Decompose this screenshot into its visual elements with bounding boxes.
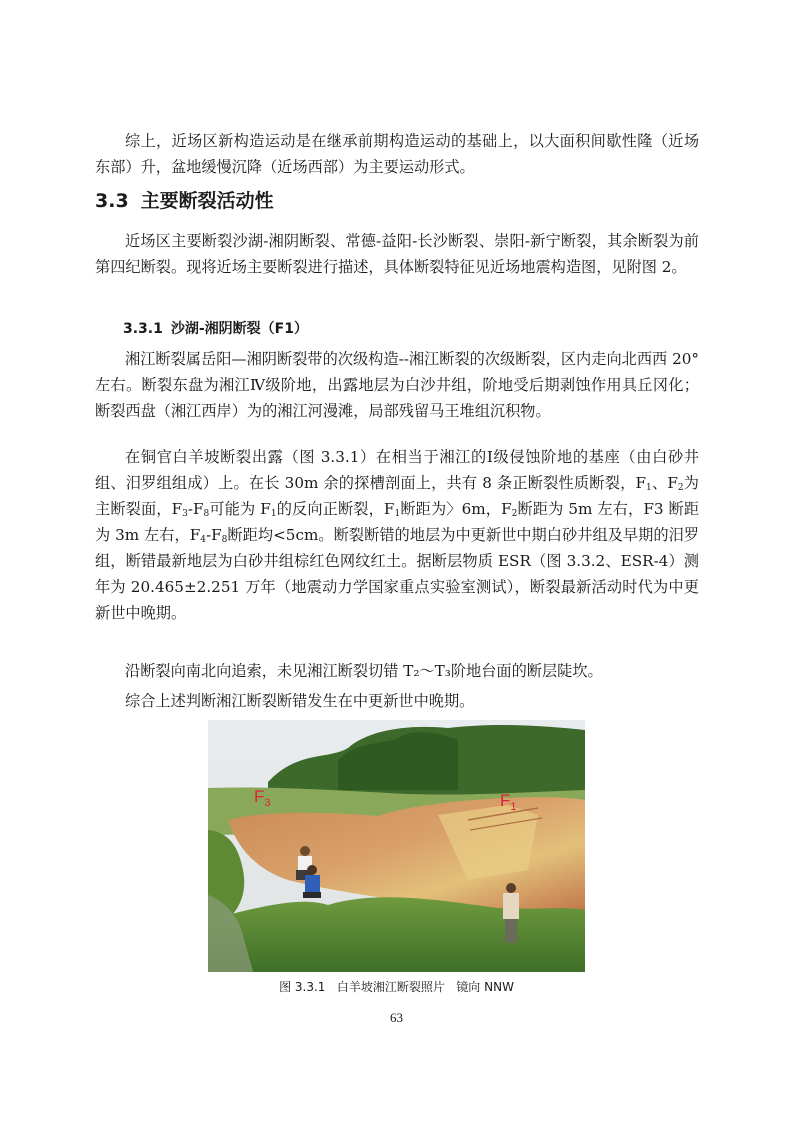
- text-run: 断距均<5cm。断裂断错的地层为中更新世中期白砂井组及早期的汨罗组，断错最新地层为白砂井组棕红色网纹红土。据断层物质 ESR（图 3.3.2、ESR-4）测年为 20.465±2.251 万年（地震动力学国家重点实验室测试），断裂最新活动时代为中更新世中晚期。: [95, 526, 699, 622]
- subsection-heading: [123, 318, 308, 338]
- paragraph-xiangjiang-fault-description: 湘江断裂属岳阳—湘阴断裂带的次级构造--湘江断裂的次级断裂，区内走向北西西 20° 左右。断裂东盘为湘江Ⅳ级阶地，出露地层为白沙井组，阶地受后期剥蚀作用具丘冈化；断裂西盘（湘江西岸）为的湘江河漫滩，局部残留马王堆组沉积物。: [95, 350, 699, 420]
- text-run: 、F: [651, 474, 678, 492]
- text-run: -F: [187, 500, 204, 518]
- fault-label-f1: $F_1$: [500, 791, 517, 813]
- subsection-number: 3.3.1: [123, 321, 163, 337]
- subscript: 2: [677, 483, 684, 493]
- subscript: 1: [394, 509, 401, 519]
- subsection-title: 沙湖-湘阴断裂（F1）: [170, 321, 308, 337]
- page-number: 63: [390, 1010, 403, 1025]
- figure-caption: 图 3.3.1 白羊坡湘江断裂照片 镜向 NNW: [279, 980, 514, 994]
- paragraph-neotectonics-summary: 综上，近场区新构造运动是在继承前期构造运动的基础上，以大面积间歇性隆（近场东部）升，盆地缓慢沉降（近场西部）为主要运动形式。: [95, 132, 699, 176]
- paragraph-main-faults-intro: 近场区主要断裂沙湖-湘阴断裂、常德-益阳-长沙断裂、崇阳-新宁断裂，其余断裂为前第四纪断裂。现将近场主要断裂进行描述，具体断裂特征见近场地震构造图，见附图 2。: [95, 232, 699, 276]
- subscript: 2: [511, 509, 518, 519]
- subscript: 8: [203, 509, 210, 519]
- section-number: 3.3: [95, 190, 129, 212]
- text-run: -F: [205, 526, 222, 544]
- fault-outcrop-photo: [208, 720, 585, 972]
- section-heading: [95, 186, 274, 213]
- section-title: 主要断裂活动性: [140, 190, 274, 212]
- text-run: 断距为〉6m，F: [400, 500, 512, 518]
- paragraph-baiyangpo-outcrop: [95, 444, 699, 626]
- fault-label-f3: $F_3$: [254, 787, 271, 809]
- subscript: 1: [646, 483, 652, 493]
- text-run: 可能为 F: [209, 500, 271, 518]
- subscript: 4: [200, 535, 206, 545]
- subscript: 1: [270, 509, 277, 519]
- subscript: 3: [182, 509, 188, 519]
- paragraph-north-south-trace: 沿断裂向南北向追索，未见湘江断裂切错 T₂～T₃阶地台面的断层陡坎。: [125, 662, 603, 680]
- text-run: 在铜官白羊坡断裂出露（图 3.3.1）在相当于湘江的Ⅰ级侵蚀阶地的基座（由白砂井组、汨罗组组成）上。在长 30m 余的探槽剖面上，共有 8 条正断裂性质断裂，F: [95, 448, 699, 492]
- text-run: 断距为 5m 左右，F3 断距为 3m 左右，F: [95, 500, 700, 544]
- subscript: 8: [221, 535, 228, 545]
- text-run: 为主断裂面，F: [95, 474, 699, 518]
- text-run: 的反向正断裂，F: [276, 500, 395, 518]
- paragraph-conclusion: 综合上述判断湘江断裂断错发生在中更新世中晚期。: [125, 692, 475, 710]
